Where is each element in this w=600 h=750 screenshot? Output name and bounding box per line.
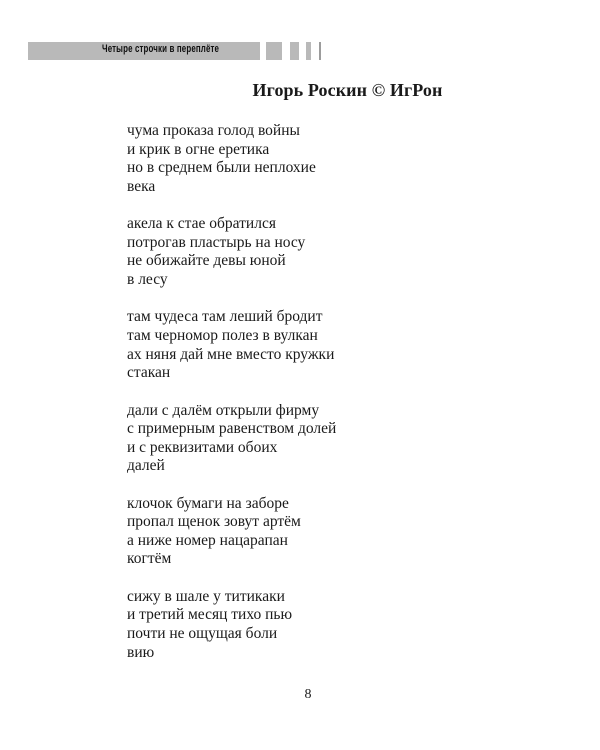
poem-line: далей <box>127 457 165 475</box>
header-decorative-bar <box>306 42 311 60</box>
author-heading <box>0 80 600 101</box>
poem-line: и крик в огне еретика <box>127 140 270 158</box>
poem-line: с примерным равенством долей <box>127 420 337 438</box>
header-title: Четыре строчки в переплёте <box>102 43 220 55</box>
stanza <box>127 308 457 382</box>
poem-line: но в среднем были неплохие <box>127 159 316 177</box>
header-decorative-bar <box>266 42 282 60</box>
poem-line: когтём <box>127 550 172 568</box>
stanza <box>127 402 457 476</box>
author-name: Игорь Роскин © ИгРон <box>252 80 443 100</box>
header-decorative-bar <box>290 42 299 60</box>
poem-line: пропал щенок зовут артём <box>127 513 301 531</box>
stanza <box>127 122 457 196</box>
poem-line: в лесу <box>127 270 168 288</box>
poem-line: дали с далём открыли фирму <box>127 401 320 419</box>
poem-line: сижу в шале у титикаки <box>127 587 285 605</box>
poem-line: и с реквизитами обоих <box>127 438 278 456</box>
poem-line: а ниже номер нацарапан <box>127 531 288 549</box>
poem-line: потрогав пластырь на носу <box>127 233 306 251</box>
poem <box>127 122 457 681</box>
stanza <box>127 215 457 289</box>
page-number-label: 8 <box>304 687 312 702</box>
header-decorative-bar <box>319 42 321 60</box>
poem-line: ах няня дай мне вместо кружки <box>127 345 335 363</box>
poem-line: стакан <box>127 364 171 382</box>
poem-line: акела к стае обратился <box>127 215 276 233</box>
page-number <box>0 687 600 703</box>
poem-line: клочок бумаги на заборе <box>127 494 289 512</box>
running-header <box>28 42 308 60</box>
stanza <box>127 588 457 662</box>
poem-line: чума проказа голод войны <box>127 122 300 139</box>
poem-line: и третий месяц тихо пью <box>127 606 293 624</box>
poem-line: вию <box>127 643 155 661</box>
poem-line: там чудеса там леший бродит <box>127 308 323 326</box>
poem-line: не обижайте девы юной <box>127 252 286 270</box>
poem-line: почти не ощущая боли <box>127 625 278 643</box>
poem-line: там черномор полез в вулкан <box>127 326 318 344</box>
poem-line: века <box>127 177 156 195</box>
stanza <box>127 495 457 569</box>
